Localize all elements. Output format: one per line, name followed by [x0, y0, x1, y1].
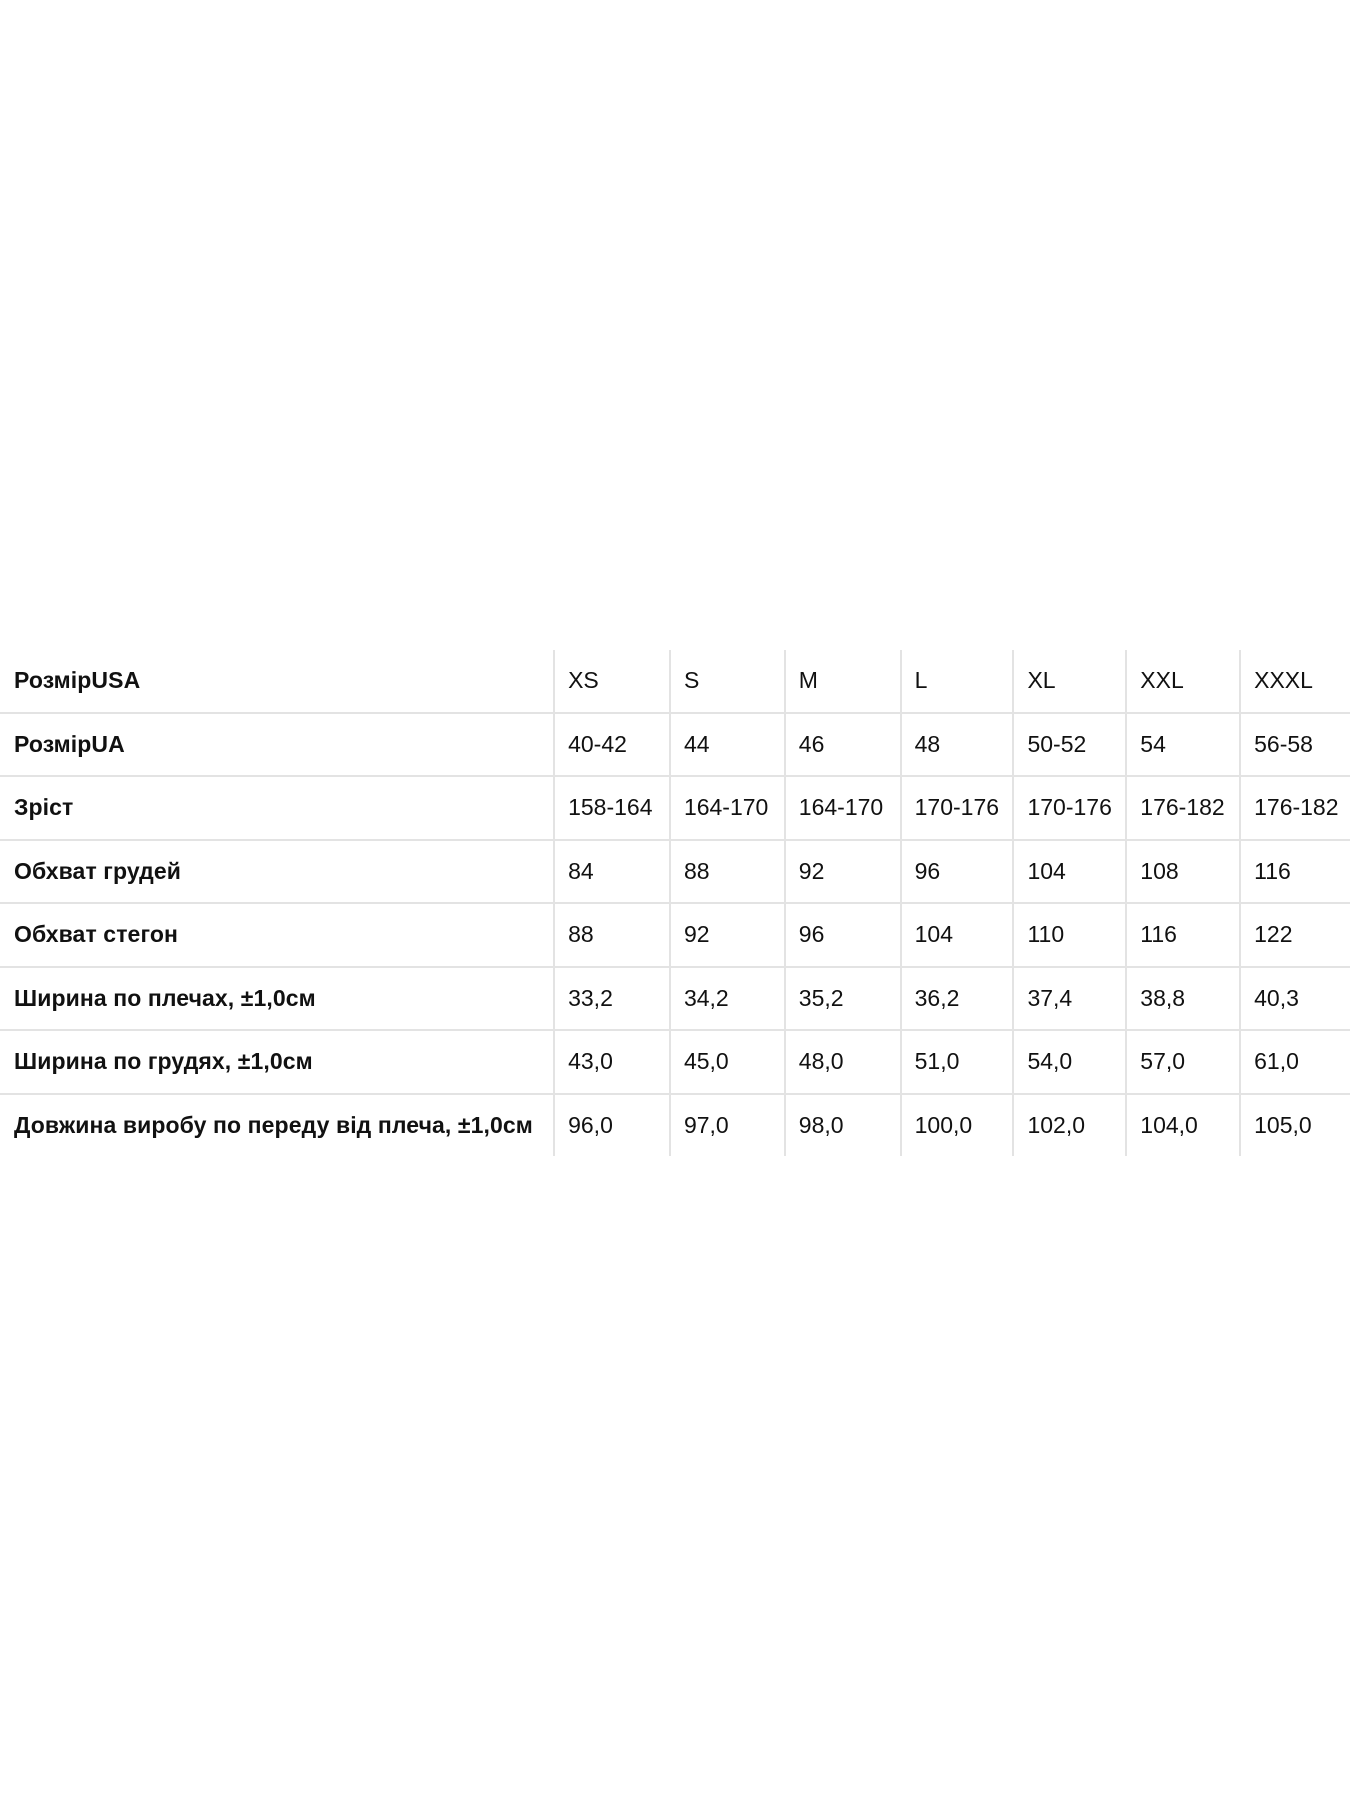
row-label: Ширина по плечах, ±1,0см — [0, 967, 554, 1031]
table-cell: 37,4 — [1013, 967, 1126, 1031]
table-cell: 104 — [1013, 840, 1126, 904]
table-cell: 84 — [554, 840, 670, 904]
table-cell: 40-42 — [554, 713, 670, 777]
table-cell: 170-176 — [901, 776, 1014, 840]
table-cell: 54 — [1126, 713, 1240, 777]
table-row-height — [0, 776, 1350, 840]
table-cell: 48,0 — [785, 1030, 901, 1094]
table-cell: 96 — [901, 840, 1014, 904]
table-cell: 57,0 — [1126, 1030, 1240, 1094]
table-cell: 51,0 — [901, 1030, 1014, 1094]
table-cell: 116 — [1240, 840, 1350, 904]
table-cell: 170-176 — [1013, 776, 1126, 840]
row-label: РозмірUSA — [0, 650, 554, 713]
table-cell: 33,2 — [554, 967, 670, 1031]
table-cell: 48 — [901, 713, 1014, 777]
table-cell: 88 — [670, 840, 785, 904]
table-cell: 108 — [1126, 840, 1240, 904]
table-cell: 164-170 — [670, 776, 785, 840]
table-cell: 92 — [670, 903, 785, 967]
table-cell: XXXL — [1240, 650, 1350, 713]
table-cell: XL — [1013, 650, 1126, 713]
table-row-hip-girth — [0, 903, 1350, 967]
table-cell: 110 — [1013, 903, 1126, 967]
table-row-size-ua — [0, 713, 1350, 777]
table-cell: 176-182 — [1126, 776, 1240, 840]
table-cell: 100,0 — [901, 1094, 1014, 1157]
table-row-chest-girth — [0, 840, 1350, 904]
table-row-chest-width — [0, 1030, 1350, 1094]
row-label: Ширина по грудях, ±1,0см — [0, 1030, 554, 1094]
table-cell: 46 — [785, 713, 901, 777]
table-cell: 104,0 — [1126, 1094, 1240, 1157]
table-cell: 50-52 — [1013, 713, 1126, 777]
table-cell: 105,0 — [1240, 1094, 1350, 1157]
size-chart-table — [0, 650, 1350, 1156]
table-cell: 102,0 — [1013, 1094, 1126, 1157]
table-cell: 43,0 — [554, 1030, 670, 1094]
table-cell: 35,2 — [785, 967, 901, 1031]
table-cell: 164-170 — [785, 776, 901, 840]
table-cell: 176-182 — [1240, 776, 1350, 840]
table-cell: 61,0 — [1240, 1030, 1350, 1094]
table-cell: XS — [554, 650, 670, 713]
table-cell: 45,0 — [670, 1030, 785, 1094]
table-cell: S — [670, 650, 785, 713]
table-cell: 36,2 — [901, 967, 1014, 1031]
table-cell: 104 — [901, 903, 1014, 967]
row-label: Зріст — [0, 776, 554, 840]
row-label: Довжина виробу по переду від плеча, ±1,0см — [14, 1111, 533, 1138]
table-cell: XXL — [1126, 650, 1240, 713]
row-label: РозмірUA — [0, 713, 554, 777]
table-cell: 158-164 — [554, 776, 670, 840]
table-cell: M — [785, 650, 901, 713]
table-row-shoulder-width — [0, 967, 1350, 1031]
table-cell: 122 — [1240, 903, 1350, 967]
table-cell: 96,0 — [554, 1094, 670, 1157]
table-cell: 96 — [785, 903, 901, 967]
table-cell: 40,3 — [1240, 967, 1350, 1031]
table-cell: 34,2 — [670, 967, 785, 1031]
table-cell: L — [901, 650, 1014, 713]
table-cell: 54,0 — [1013, 1030, 1126, 1094]
table-cell: 56-58 — [1240, 713, 1350, 777]
table-cell: 38,8 — [1126, 967, 1240, 1031]
row-label: Обхват грудей — [0, 840, 554, 904]
table-row-front-length — [0, 1094, 1350, 1157]
table-cell: 97,0 — [670, 1094, 785, 1157]
table-cell: 88 — [554, 903, 670, 967]
table-row-size-usa — [0, 650, 1350, 713]
size-chart-body — [0, 650, 1350, 1156]
row-label: Обхват стегон — [0, 903, 554, 967]
table-cell: 116 — [1126, 903, 1240, 967]
table-cell: 44 — [670, 713, 785, 777]
table-cell: 98,0 — [785, 1094, 901, 1157]
table-cell: 92 — [785, 840, 901, 904]
